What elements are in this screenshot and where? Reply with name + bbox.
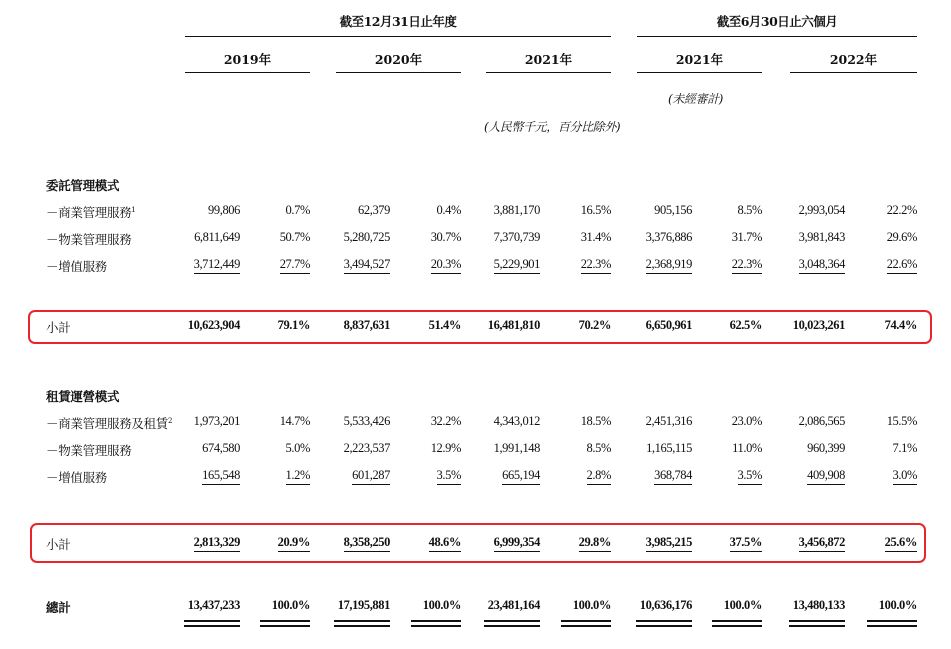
cell-value: 13,480,133 <box>792 598 845 612</box>
year-header: 2020年 <box>374 52 423 67</box>
cell-percent: 0.4% <box>436 203 461 217</box>
table-row <box>0 230 951 250</box>
cell-value: 3,494,527 <box>310 257 390 272</box>
row-label: 總計 <box>46 600 71 615</box>
cell-percent: 8.5% <box>586 441 611 455</box>
cell-percent: 100.0% <box>422 598 461 612</box>
year-header: 2021年 <box>675 52 724 67</box>
header-group-annual: 截至12月31日止年度 <box>339 14 457 29</box>
cell-value: 3,048,364 <box>765 257 845 272</box>
double-rule <box>484 620 540 627</box>
year-header: 2022年 <box>829 52 878 67</box>
cell-value: 1,973,201 <box>193 414 240 428</box>
cell-value: 3,881,170 <box>493 203 540 217</box>
cell-value: 5,280,725 <box>343 230 390 244</box>
cell-percent: 2.8% <box>551 468 611 483</box>
cell-percent: 0.7% <box>285 203 310 217</box>
double-rule <box>867 620 917 627</box>
cell-percent: 22.2% <box>886 203 917 217</box>
double-rule <box>334 620 390 627</box>
cell-value: 3,376,886 <box>645 230 692 244</box>
double-rule <box>184 620 240 627</box>
header-group-annual-rule <box>185 36 611 37</box>
cell-percent: 11.0% <box>732 441 762 455</box>
cell-value: 409,908 <box>765 468 845 483</box>
row-label: －商業管理服務$^1$ <box>46 205 136 220</box>
row-label: 小計 <box>46 537 71 552</box>
cell-percent: 18.5% <box>580 414 611 428</box>
table-row <box>0 414 951 434</box>
cell-value: 3,712,449 <box>160 257 240 272</box>
year-header: 2019年 <box>223 52 272 67</box>
year-header-rule <box>336 72 461 73</box>
section-title-entrusted: 委託管理模式 <box>46 178 120 193</box>
cell-value: 62,379 <box>358 203 390 217</box>
cell-percent: 1.2% <box>250 468 310 483</box>
year-header-rule <box>637 72 762 73</box>
cell-value: 7,370,739 <box>493 230 540 244</box>
double-rule <box>712 620 762 627</box>
cell-percent: 48.6% <box>401 535 461 550</box>
cell-percent: 30.7% <box>430 230 461 244</box>
row-label: 小計 <box>46 320 71 335</box>
cell-value: 13,437,233 <box>187 598 240 612</box>
cell-percent: 22.3% <box>702 257 762 272</box>
table-row <box>0 468 951 488</box>
row-label: －增值服務 <box>46 470 108 485</box>
cell-percent: 15.5% <box>886 414 917 428</box>
cell-value: 8,358,250 <box>310 535 390 550</box>
subtotal-row <box>0 535 951 555</box>
cell-value: 16,481,810 <box>487 318 540 332</box>
cell-percent: 22.3% <box>551 257 611 272</box>
cell-percent: 3.5% <box>702 468 762 483</box>
cell-percent: 100.0% <box>572 598 611 612</box>
cell-percent: 74.4% <box>884 318 917 332</box>
cell-percent: 8.5% <box>737 203 762 217</box>
unaudited-note: (未經審計) <box>668 92 723 106</box>
row-label: －物業管理服務 <box>46 443 132 458</box>
cell-percent: 50.7% <box>279 230 310 244</box>
cell-percent: 3.5% <box>401 468 461 483</box>
cell-percent: 70.2% <box>578 318 611 332</box>
year-header: 2021年 <box>524 52 573 67</box>
double-rule <box>411 620 461 627</box>
cell-value: 10,023,261 <box>792 318 845 332</box>
cell-percent: 12.9% <box>430 441 461 455</box>
year-header-rule <box>185 72 310 73</box>
cell-value: 601,287 <box>310 468 390 483</box>
cell-value: 960,399 <box>807 441 845 455</box>
cell-percent: 20.9% <box>250 535 310 550</box>
cell-value: 5,229,901 <box>460 257 540 272</box>
cell-percent: 14.7% <box>279 414 310 428</box>
cell-percent: 29.6% <box>886 230 917 244</box>
row-label: －物業管理服務 <box>46 232 132 247</box>
cell-value: 905,156 <box>654 203 692 217</box>
cell-percent: 100.0% <box>723 598 762 612</box>
cell-value: 665,194 <box>460 468 540 483</box>
year-header-rule <box>790 72 917 73</box>
table-row <box>0 257 951 277</box>
cell-value: 2,813,329 <box>160 535 240 550</box>
cell-value: 8,837,631 <box>343 318 390 332</box>
double-rule <box>260 620 310 627</box>
row-label: －增值服務 <box>46 259 108 274</box>
cell-value: 3,456,872 <box>765 535 845 550</box>
cell-percent: 100.0% <box>878 598 917 612</box>
total-row <box>0 598 951 618</box>
cell-value: 165,548 <box>160 468 240 483</box>
cell-value: 99,806 <box>208 203 240 217</box>
cell-value: 2,086,565 <box>798 414 845 428</box>
cell-value: 4,343,012 <box>493 414 540 428</box>
cell-percent: 62.5% <box>729 318 762 332</box>
cell-value: 368,784 <box>612 468 692 483</box>
cell-percent: 31.4% <box>580 230 611 244</box>
cell-percent: 32.2% <box>430 414 461 428</box>
unit-note: (人民幣千元，百分比除外) <box>484 120 621 134</box>
cell-value: 2,451,316 <box>645 414 692 428</box>
cell-value: 6,811,649 <box>194 230 240 244</box>
double-rule <box>636 620 692 627</box>
header-group-interim-rule <box>637 36 917 37</box>
cell-value: 1,165,115 <box>646 441 692 455</box>
cell-value: 2,368,919 <box>612 257 692 272</box>
cell-percent: 22.6% <box>857 257 917 272</box>
subtotal-row <box>0 318 951 338</box>
cell-value: 3,981,843 <box>798 230 845 244</box>
cell-value: 10,623,904 <box>187 318 240 332</box>
section-title-leasing: 租賃運營模式 <box>46 389 120 404</box>
cell-value: 3,985,215 <box>612 535 692 550</box>
cell-percent: 7.1% <box>892 441 917 455</box>
double-rule <box>789 620 845 627</box>
cell-percent: 37.5% <box>702 535 762 550</box>
cell-percent: 5.0% <box>285 441 310 455</box>
cell-percent: 16.5% <box>580 203 611 217</box>
table-row <box>0 441 951 461</box>
cell-value: 6,999,354 <box>460 535 540 550</box>
year-header-rule <box>486 72 611 73</box>
table-row <box>0 203 951 223</box>
header-group-interim: 截至6月30日止六個月 <box>716 14 838 29</box>
row-label: －商業管理服務及租賃$^2$ <box>46 416 173 431</box>
cell-value: 5,533,426 <box>343 414 390 428</box>
cell-percent: 79.1% <box>277 318 310 332</box>
cell-value: 1,991,148 <box>493 441 540 455</box>
cell-value: 6,650,961 <box>645 318 692 332</box>
cell-percent: 23.0% <box>731 414 762 428</box>
cell-value: 2,223,537 <box>343 441 390 455</box>
double-rule <box>561 620 611 627</box>
cell-percent: 51.4% <box>428 318 461 332</box>
cell-percent: 31.7% <box>731 230 762 244</box>
cell-percent: 29.8% <box>551 535 611 550</box>
cell-value: 2,993,054 <box>798 203 845 217</box>
cell-value: 674,580 <box>202 441 240 455</box>
cell-percent: 27.7% <box>250 257 310 272</box>
cell-percent: 3.0% <box>857 468 917 483</box>
cell-value: 17,195,881 <box>337 598 390 612</box>
cell-value: 10,636,176 <box>639 598 692 612</box>
cell-percent: 100.0% <box>271 598 310 612</box>
cell-value: 23,481,164 <box>487 598 540 612</box>
cell-percent: 20.3% <box>401 257 461 272</box>
cell-percent: 25.6% <box>857 535 917 550</box>
